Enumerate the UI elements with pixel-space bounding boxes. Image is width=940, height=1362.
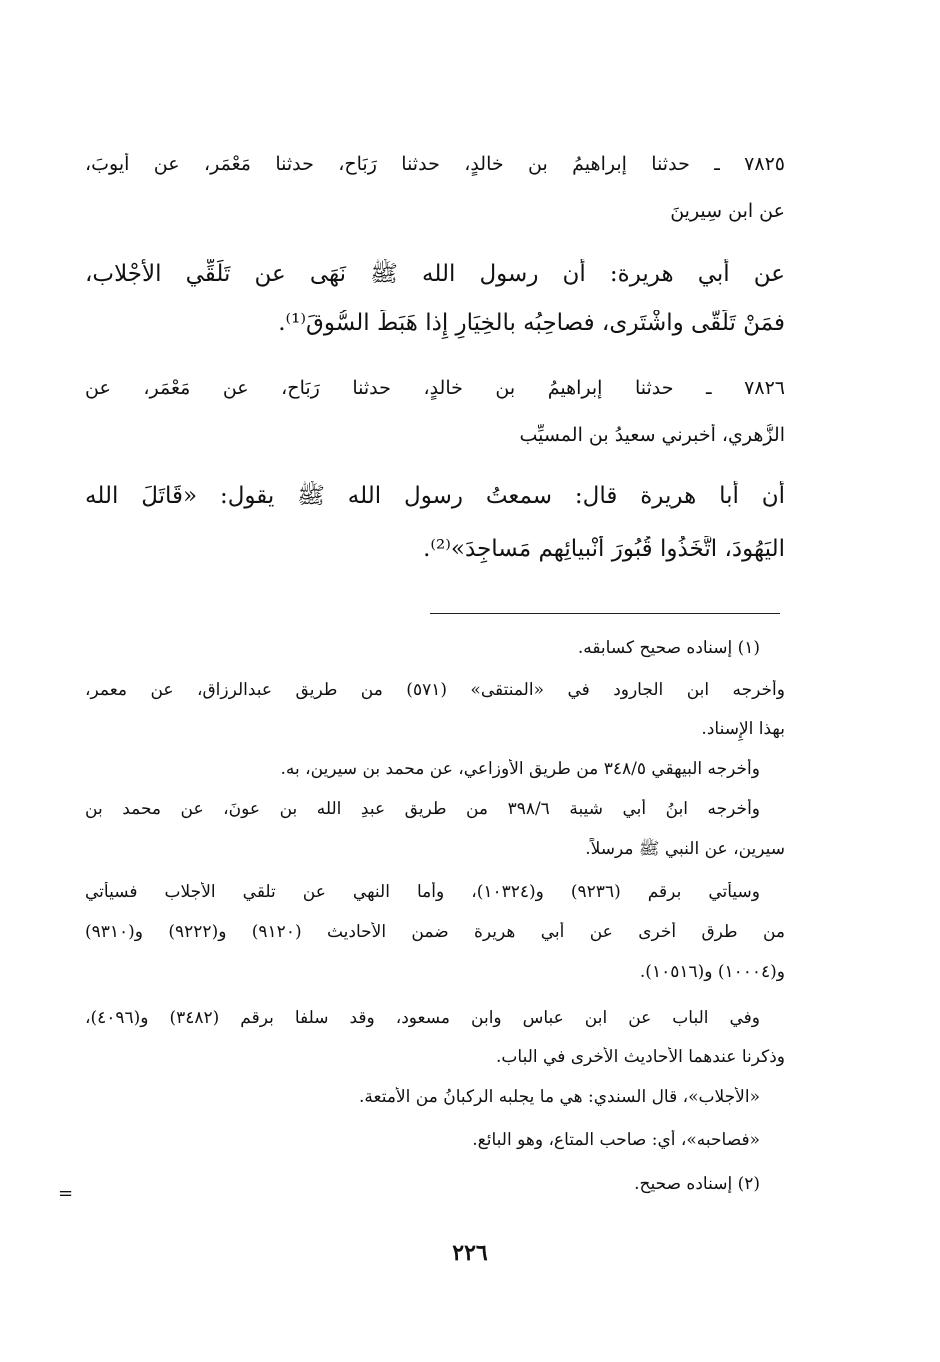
footnote-1-line-10: وفي الباب عن ابن عباس وابن مسعود، وقد سلفا برقم (٣٤٨٢) و(٤٠٩٦)، xyxy=(85,1008,760,1028)
footnote-1-line-7: وسيأتي برقم (٩٢٣٦) و(١٠٣٢٤)، وأما النهي عن تلقي الأجلاب فسيأتي xyxy=(85,882,760,902)
footnote-1-line-2: وأَخرجه ابن الجارود في «المنتقى» (٥٧١) من طريق عبدالرزاق، عن معمر، xyxy=(85,680,785,700)
footnote-1-line-11: وذكرنا عندهما الأَحاديث الأُخرى في الباب. xyxy=(496,1047,785,1067)
hadith-7826-isnad-line-2: الزُّهري، أَخبرني سعيدُ بن المسيِّب xyxy=(519,424,785,446)
footnote-1-line-13: «فصاحبه»، أي: صاحب المتاع، وهو البائع. xyxy=(472,1130,760,1150)
hadith-7825-isnad-line-1: ٧٨٢٥ ـ حدثنا إبراهيمُ بن خالدٍ، حدثنا رَبَاح، حدثنا مَعْمَر، عن أَيوبَ، xyxy=(85,153,785,175)
footnote-1-line-1: (١) إسناده صحيح كسابقه. xyxy=(577,638,760,658)
hadith-7825-matn-line-2: فمَنْ تَلَقَّى واشْتَرى، فصاحِبُه بالخِيَارِ إِذا هَبَطَ السُّوقَ⁽¹⁾. xyxy=(278,310,785,336)
hadith-7825-matn-line-1: عن أَبي هريرة: أَن رسول الله ﷺ نَهَى عن تَلَقِّي الأَجْلاب، xyxy=(85,261,785,287)
hadith-7825-isnad-line-2: عن ابن سِيرينَ xyxy=(670,200,785,222)
hadith-7826-isnad-line-1: ٧٨٢٦ ـ حدثنا إبراهيمُ بن خالدٍ، حدثنا رَبَاح، عن مَعْمَر، عن xyxy=(85,377,785,399)
hadith-7826-matn-line-1: أَن أَبا هريرة قال: سمعتُ رسول الله ﷺ يقول: «قَاتَلَ الله xyxy=(85,483,785,509)
footnote-separator xyxy=(430,613,780,614)
hadith-7826-matn-line-2: اليَهُودَ، اتَّخَذُوا قُبُورَ أَنْبيائِهم مَساجِدَ»⁽²⁾. xyxy=(423,536,785,562)
footnote-1-line-8: من طرق أُخرى عن أَبي هريرة ضمن الأَحاديث (٩١٢٠) و(٩٢٢٢) و(٩٣١٠) xyxy=(85,922,785,942)
footnote-1-line-6: سيرين، عن النبي ﷺ مرسلاً. xyxy=(585,839,785,859)
footnote-1-line-12: «الأَجلاب»، قال السندي: هي ما يجلبه الركبانُ من الأَمتعة. xyxy=(359,1087,760,1107)
continuation-mark: = xyxy=(58,1183,74,1204)
footnote-1-line-3: بهذا الإِسناد. xyxy=(701,719,785,739)
page-number: ٢٢٦ xyxy=(452,1240,488,1266)
footnote-1-line-5: وأَخرجه ابنُ أَبي شيبة ٣٩٨/٦ من طريق عبدِ الله بن عونَ، عن محمد بن xyxy=(85,799,760,819)
footnote-2-line-1: (٢) إسناده صحيح. xyxy=(634,1174,760,1194)
footnote-1-line-4: وأَخرجه البيهقي ٣٤٨/٥ من طريق الأوزاعي، عن محمد بن سيرين، به. xyxy=(280,759,760,779)
footnote-1-line-9: و(١٠٠٠٤) و(١٠٥١٦). xyxy=(639,962,785,982)
